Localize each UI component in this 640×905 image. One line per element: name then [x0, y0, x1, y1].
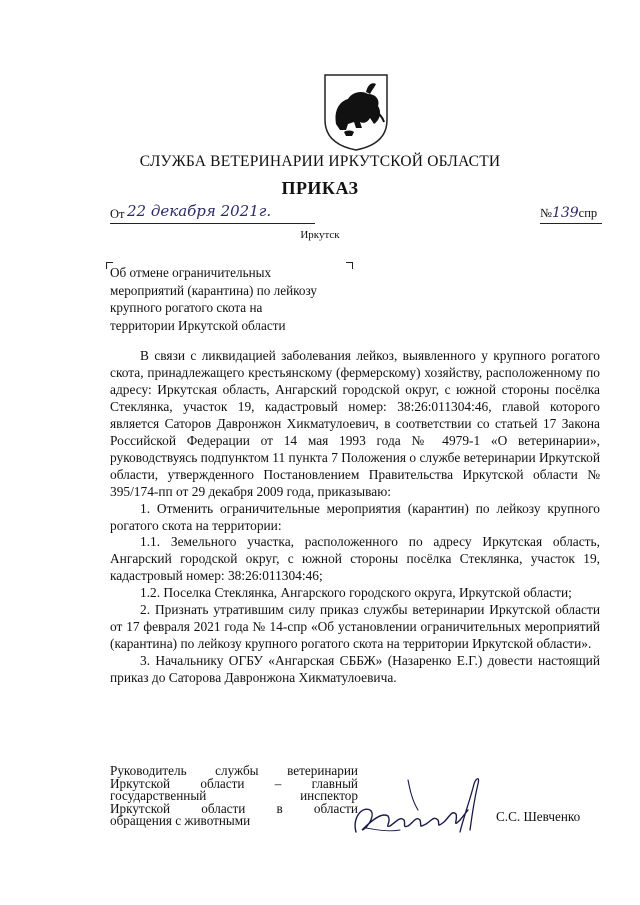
subject-corner-right — [346, 262, 353, 269]
document-type: ПРИКАЗ — [281, 178, 359, 198]
coat-of-arms-icon — [322, 72, 390, 152]
order-item: 1. Отменить ограничительные мероприятия (карантин) по лейкозу крупного рогатого скота на территории: — [110, 500, 600, 533]
number-suffix: спр — [578, 206, 598, 220]
order-item: 1.1. Земельного участка, расположенного по адресу Иркутская область, Ангарский городской округ, с южной стороны посёлка Стеклянка, участок 19, кадастровый номер: 38:26:011304:46; — [110, 534, 600, 584]
order-item: 2. Признать утратившим силу приказ службы ветеринарии Иркутской области от 17 февраля 2021 года № 14-спр «Об установлении ограничительных мероприятий (карантина) по лейкозу крупного рогатого скота на территории Иркутской области». — [110, 602, 600, 652]
signer-name: С.С. Шевченко — [496, 809, 581, 824]
position-line: Руководитель службы ветеринарии — [110, 763, 358, 778]
preamble-paragraph: В связи с ликвидацией заболевания лейкоз, выявленного у крупного рогатого скота, принадлежащего крестьянскому (фермерскому) хозяйству, расположенному по адресу: Иркутская область, Ангарский городской округ, с южной стороны посёлка Стеклянка, участок 19, кадастровый номер: 38:26:011304:46, главой которого является Саторов Давронжон Хикматулоевич, в соответствии со статьей 17 Закона Российской Федерации от 14 мая 1993 года № 4979-1 «О ветеринарии», руководствуясь подпунктом 11 пункта 7 Положения о службе ветеринарии Иркутской области, утвержденного Постановлением Правительства Иркутской области № 395/174-пп от 29 декабря 2009 года, приказываю: — [110, 348, 600, 499]
handwritten-signature — [348, 770, 498, 845]
document-date — [110, 202, 315, 224]
document-body — [110, 348, 600, 687]
number-prefix: № — [540, 206, 552, 220]
position-line: Иркутской области – главный — [110, 775, 358, 791]
date-prefix: От — [110, 207, 125, 221]
order-item: 1.2. Поселка Стеклянка, Ангарского городского округа, Иркутской области; — [140, 585, 572, 601]
signatory-position — [110, 765, 358, 828]
order-item: 3. Начальнику ОГБУ «Ангарская СББЖ» (Назаренко Е.Г.) довести настоящий приказ до Саторова Давронжона Хикматулоевича. — [110, 653, 600, 686]
handwritten-date: 22 декабря 2021г. — [127, 202, 272, 220]
document-subject — [110, 264, 346, 334]
handwritten-number: 139 — [551, 205, 579, 221]
position-line: государственный инспектор — [110, 788, 358, 803]
agency-name: СЛУЖБА ВЕТЕРИНАРИИ ИРКУТСКОЙ ОБЛАСТИ — [139, 153, 501, 170]
subject-line: мероприятий (карантина) по лейкозу — [110, 282, 318, 298]
city: Иркутск — [300, 229, 340, 241]
position-line: обращения с животными — [110, 813, 251, 828]
position-line: Иркутской области в области — [110, 800, 358, 816]
subject-line: территории Иркутской области — [110, 317, 286, 333]
document-number — [540, 205, 602, 224]
subject-line: крупного рогатого скота на — [110, 300, 263, 315]
subject-line: Об отмене ограничительных — [110, 265, 272, 280]
